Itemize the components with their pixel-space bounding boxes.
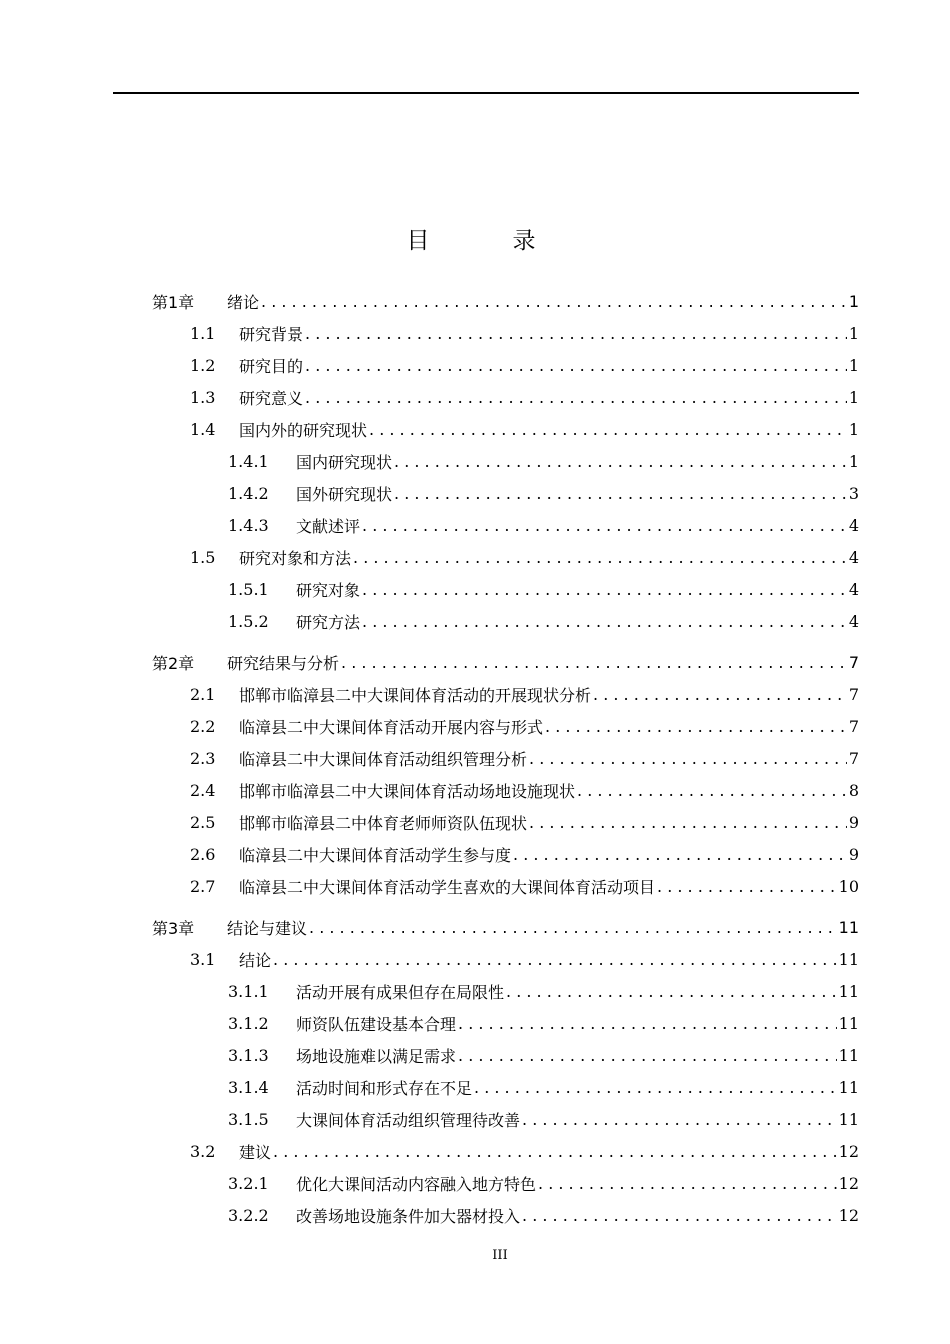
- dot-leader: [273, 950, 837, 969]
- toc-entry-page: 11: [838, 917, 859, 937]
- dot-leader: [305, 388, 847, 407]
- toc-entry-number: 2.7: [190, 876, 216, 896]
- toc-entry-title: 优化大课间活动内容融入地方特色: [296, 1174, 537, 1194]
- toc-entry[interactable]: [0, 445, 950, 477]
- toc-entry[interactable]: [0, 1167, 950, 1199]
- toc-entry-number: 2.4: [190, 780, 216, 800]
- toc-entry[interactable]: [0, 1135, 950, 1167]
- toc-entry-page: 11: [838, 1109, 859, 1129]
- toc-entry[interactable]: [0, 943, 950, 975]
- toc-entry-page: 9: [848, 844, 859, 864]
- toc-entry-number: 1.5.1: [228, 579, 269, 599]
- table-of-contents: [0, 285, 950, 1231]
- toc-entry-title: 邯郸市临漳县二中体育老师师资队伍现状: [239, 813, 528, 833]
- toc-entry-number: 3.2: [190, 1141, 216, 1161]
- toc-entry-page: 7: [848, 652, 859, 672]
- toc-entry-title: 改善场地设施条件加大器材投入: [296, 1206, 521, 1226]
- toc-entry-page: 11: [838, 1013, 859, 1033]
- toc-entry-number: 1.3: [190, 387, 216, 407]
- toc-entry-title: 临漳县二中大课间体育活动组织管理分析: [239, 749, 528, 769]
- toc-entry-title: 研究对象和方法: [239, 548, 352, 568]
- toc-entry-title: 活动开展有成果但存在局限性: [296, 982, 505, 1002]
- toc-entry[interactable]: [0, 742, 950, 774]
- toc-entry[interactable]: [0, 1039, 950, 1071]
- toc-entry-page: 11: [838, 1045, 859, 1065]
- toc-entry[interactable]: [0, 774, 950, 806]
- dot-leader: [362, 612, 847, 631]
- dot-leader: [261, 292, 847, 311]
- dot-leader: [305, 356, 847, 375]
- toc-entry-page: 4: [848, 547, 859, 567]
- toc-entry-title: 结论: [239, 950, 272, 970]
- toc-entry-page: 1: [848, 323, 859, 343]
- toc-entry-page: 1: [848, 291, 859, 311]
- toc-entry[interactable]: [0, 1071, 950, 1103]
- toc-entry[interactable]: [0, 605, 950, 637]
- dot-leader: [538, 1174, 837, 1193]
- toc-entry[interactable]: [0, 349, 950, 381]
- toc-entry-number: 3.1.3: [228, 1045, 269, 1065]
- toc-entry-number: 1.4: [190, 419, 216, 439]
- toc-entry-page: 1: [848, 355, 859, 375]
- toc-entry-page: 4: [848, 515, 859, 535]
- toc-entry-number: 3.2.2: [228, 1205, 269, 1225]
- toc-entry[interactable]: [0, 509, 950, 541]
- toc-entry-page: 4: [848, 611, 859, 631]
- dot-leader: [309, 918, 837, 937]
- dot-leader: [369, 420, 847, 439]
- toc-entry-number: 第1章: [152, 292, 195, 312]
- toc-entry[interactable]: [0, 1103, 950, 1135]
- toc-entry-page: 7: [848, 748, 859, 768]
- toc-entry-number: 1.4.3: [228, 515, 269, 535]
- toc-entry-title: 大课间体育活动组织管理待改善: [296, 1110, 521, 1130]
- toc-entry[interactable]: [0, 975, 950, 1007]
- toc-entry-page: 11: [838, 981, 859, 1001]
- dot-leader: [657, 877, 837, 896]
- dot-leader: [506, 982, 837, 1001]
- toc-entry-title: 国内研究现状: [296, 452, 393, 472]
- toc-entry-title: 场地设施难以满足需求: [296, 1046, 457, 1066]
- toc-entry-page: 11: [838, 1077, 859, 1097]
- dot-leader: [522, 1206, 837, 1225]
- toc-entry-number: 1.4.1: [228, 451, 269, 471]
- toc-entry-page: 8: [848, 780, 859, 800]
- toc-entry-number: 第3章: [152, 918, 195, 938]
- toc-entry-page: 1: [848, 387, 859, 407]
- dot-leader: [545, 717, 847, 736]
- dot-leader: [529, 749, 847, 768]
- toc-entry-number: 1.5.2: [228, 611, 269, 631]
- toc-entry-title: 活动时间和形式存在不足: [296, 1078, 473, 1098]
- dot-leader: [362, 580, 847, 599]
- toc-entry-title: 临漳县二中大课间体育活动开展内容与形式: [239, 717, 544, 737]
- toc-entry-title: 临漳县二中大课间体育活动学生参与度: [239, 845, 512, 865]
- toc-entry[interactable]: [0, 678, 950, 710]
- toc-entry[interactable]: [0, 1199, 950, 1231]
- toc-entry[interactable]: [0, 381, 950, 413]
- toc-entry-title: 研究目的: [239, 356, 304, 376]
- toc-entry[interactable]: [0, 317, 950, 349]
- toc-entry[interactable]: [0, 413, 950, 445]
- toc-entry-title: 研究对象: [296, 580, 361, 600]
- toc-entry-title: 结论与建议: [227, 918, 308, 938]
- toc-entry[interactable]: [0, 573, 950, 605]
- toc-entry[interactable]: [0, 285, 950, 317]
- toc-entry-page: 12: [838, 1141, 859, 1161]
- toc-entry[interactable]: [0, 710, 950, 742]
- toc-entry-number: 3.1: [190, 949, 216, 969]
- toc-entry-page: 4: [848, 579, 859, 599]
- dot-leader: [362, 516, 847, 535]
- toc-entry-title: 文献述评: [296, 516, 361, 536]
- toc-entry[interactable]: [0, 646, 950, 678]
- dot-leader: [458, 1014, 837, 1033]
- toc-entry-number: 3.2.1: [228, 1173, 269, 1193]
- dot-leader: [474, 1078, 837, 1097]
- dot-leader: [593, 685, 847, 704]
- dot-leader: [529, 813, 847, 832]
- toc-entry-number: 1.4.2: [228, 483, 269, 503]
- toc-entry-page: 12: [838, 1205, 859, 1225]
- toc-entry-number: 3.1.2: [228, 1013, 269, 1033]
- toc-entry-title: 研究方法: [296, 612, 361, 632]
- toc-entry[interactable]: [0, 806, 950, 838]
- toc-entry-number: 2.1: [190, 684, 216, 704]
- toc-entry-number: 3.1.1: [228, 981, 269, 1001]
- dot-leader: [577, 781, 847, 800]
- toc-entry-title: 师资队伍建设基本合理: [296, 1014, 457, 1034]
- dot-leader: [458, 1046, 837, 1065]
- dot-leader: [522, 1110, 837, 1129]
- toc-entry-title: 国内外的研究现状: [239, 420, 368, 440]
- toc-entry-page: 12: [838, 1173, 859, 1193]
- toc-entry-title: 临漳县二中大课间体育活动学生喜欢的大课间体育活动项目: [239, 877, 656, 897]
- toc-entry-title: 绪论: [227, 292, 260, 312]
- dot-leader: [305, 324, 847, 343]
- toc-entry-number: 2.5: [190, 812, 216, 832]
- toc-entry-number: 3.1.4: [228, 1077, 269, 1097]
- toc-entry-page: 9: [848, 812, 859, 832]
- toc-entry-page: 7: [848, 684, 859, 704]
- toc-entry-number: 1.1: [190, 323, 216, 343]
- toc-entry[interactable]: [0, 1007, 950, 1039]
- toc-entry-page: 1: [848, 419, 859, 439]
- toc-entry-number: 第2章: [152, 653, 195, 673]
- toc-entry[interactable]: [0, 838, 950, 870]
- toc-entry-number: 1.2: [190, 355, 216, 375]
- toc-entry-number: 3.1.5: [228, 1109, 269, 1129]
- page-number: III: [492, 1248, 508, 1263]
- toc-entry[interactable]: [0, 870, 950, 902]
- toc-entry[interactable]: [0, 541, 950, 573]
- dot-leader: [273, 1142, 837, 1161]
- toc-entry-title: 研究背景: [239, 324, 304, 344]
- toc-entry-number: 2.2: [190, 716, 216, 736]
- toc-entry-number: 1.5: [190, 547, 216, 567]
- toc-entry-title: 邯郸市临漳县二中大课间体育活动场地设施现状: [239, 781, 576, 801]
- toc-entry-page: 10: [838, 876, 859, 896]
- header-rule: [113, 92, 859, 94]
- toc-entry-title: 研究意义: [239, 388, 304, 408]
- page-title: 目 录: [406, 228, 566, 254]
- toc-entry-page: 11: [838, 949, 859, 969]
- dot-leader: [513, 845, 847, 864]
- toc-entry-page: 7: [848, 716, 859, 736]
- dot-leader: [394, 484, 847, 503]
- toc-entry[interactable]: [0, 911, 950, 943]
- toc-entry[interactable]: [0, 477, 950, 509]
- toc-entry-page: 3: [848, 483, 859, 503]
- toc-entry-title: 研究结果与分析: [227, 653, 340, 673]
- toc-entry-title: 建议: [239, 1142, 272, 1162]
- toc-entry-number: 2.3: [190, 748, 216, 768]
- dot-leader: [353, 548, 847, 567]
- toc-entry-title: 国外研究现状: [296, 484, 393, 504]
- toc-entry-title: 邯郸市临漳县二中大课间体育活动的开展现状分析: [239, 685, 592, 705]
- toc-entry-number: 2.6: [190, 844, 216, 864]
- dot-leader: [394, 452, 847, 471]
- toc-entry-page: 1: [848, 451, 859, 471]
- dot-leader: [341, 653, 847, 672]
